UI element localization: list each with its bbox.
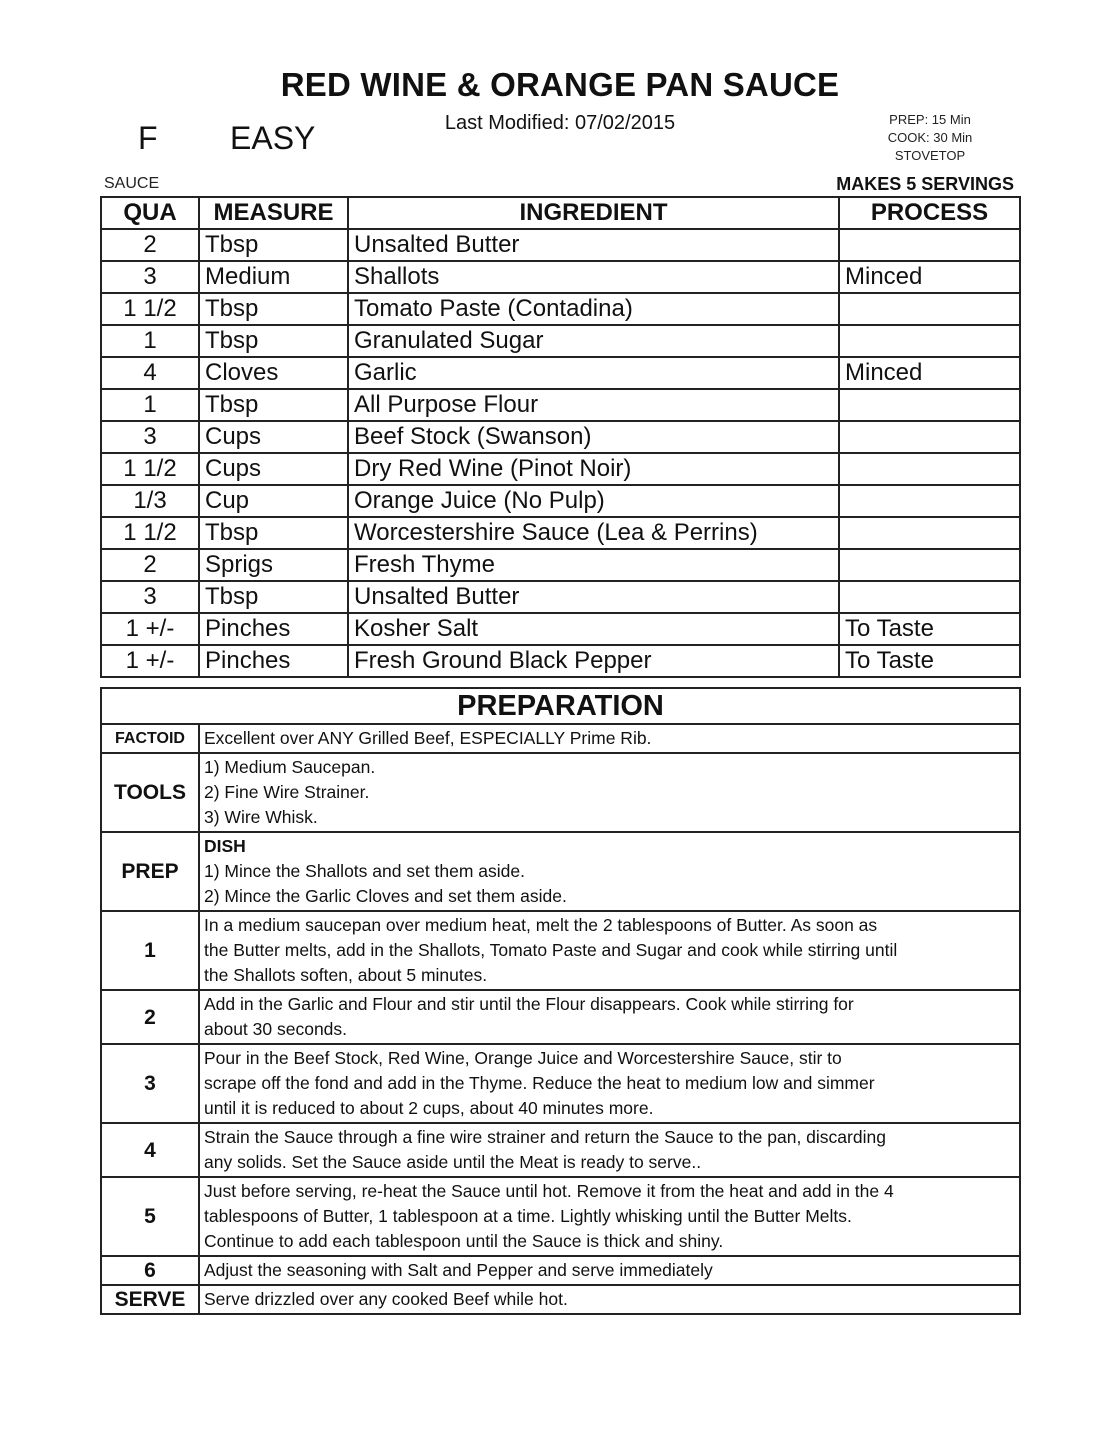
column-header-qua: QUA <box>101 197 199 229</box>
ingredient-process <box>839 581 1020 613</box>
ingredient-quantity: 3 <box>101 421 199 453</box>
ingredient-measure: Cloves <box>199 357 348 389</box>
step-row <box>101 990 1020 1044</box>
serve-row <box>101 1285 1020 1314</box>
ingredient-measure: Tbsp <box>199 325 348 357</box>
ingredient-process <box>839 229 1020 261</box>
ingredient-row <box>101 517 1020 549</box>
column-header-measure: MEASURE <box>199 197 348 229</box>
ingredient-quantity: 1 <box>101 325 199 357</box>
step-line: In a medium saucepan over medium heat, melt the 2 tablespoons of Butter. As soon as <box>204 915 878 935</box>
ingredient-row <box>101 261 1020 293</box>
step-text <box>199 1256 1020 1285</box>
ingredient-row <box>101 581 1020 613</box>
step-text <box>199 1123 1020 1177</box>
step-line: tablespoons of Butter, 1 tablespoon at a time. Lightly whisking until the Butter Melts. <box>204 1206 852 1226</box>
cook-method: STOVETOP <box>894 148 966 163</box>
ingredient-process <box>839 325 1020 357</box>
recipe-category: SAUCE <box>104 175 160 192</box>
factoid-row <box>101 724 1020 753</box>
ingredient-name: Fresh Ground Black Pepper <box>348 645 839 677</box>
ingredient-row <box>101 389 1020 421</box>
ingredient-quantity: 3 <box>101 261 199 293</box>
prep-row <box>101 832 1020 911</box>
step-text <box>199 1044 1020 1123</box>
step-row <box>101 1123 1020 1177</box>
prep-subhead: DISH <box>204 836 246 856</box>
ingredient-quantity: 1 1/2 <box>101 453 199 485</box>
ingredient-name: Unsalted Butter <box>348 581 839 613</box>
ingredient-name: Shallots <box>348 261 839 293</box>
prep-label: PREP <box>101 832 199 911</box>
ingredient-name: Unsalted Butter <box>348 229 839 261</box>
column-header-process: PROCESS <box>839 197 1020 229</box>
step-row <box>101 1256 1020 1285</box>
step-number: 1 <box>101 911 199 990</box>
step-number: 6 <box>101 1256 199 1285</box>
step-number: 2 <box>101 990 199 1044</box>
step-text <box>199 990 1020 1044</box>
ingredient-measure: Tbsp <box>199 517 348 549</box>
step-line: Adjust the seasoning with Salt and Pepper and serve immediately <box>204 1260 713 1280</box>
preparation-table <box>100 687 1021 1315</box>
difficulty-label: EASY <box>230 120 316 156</box>
ingredient-process <box>839 421 1020 453</box>
step-line: about 30 seconds. <box>204 1019 348 1039</box>
ingredient-process: To Taste <box>839 613 1020 645</box>
tool-item: 3) Wire Whisk. <box>204 807 318 827</box>
step-line: scrape off the fond and add in the Thyme. Reduce the heat to medium low and simmer <box>204 1073 875 1093</box>
ingredient-name: Orange Juice (No Pulp) <box>348 485 839 517</box>
step-text <box>199 911 1020 990</box>
ingredient-row <box>101 293 1020 325</box>
factoid-text: Excellent over ANY Grilled Beef, ESPECIALLY Prime Rib. <box>199 724 1020 753</box>
ingredient-measure: Tbsp <box>199 581 348 613</box>
ingredient-measure: Medium <box>199 261 348 293</box>
ingredient-row <box>101 229 1020 261</box>
factoid-label: FACTOID <box>101 724 199 753</box>
ingredient-process <box>839 517 1020 549</box>
ingredient-process <box>839 453 1020 485</box>
step-line: any solids. Set the Sauce aside until the Meat is ready to serve.. <box>204 1152 702 1172</box>
prep-time: PREP: 15 Min <box>889 112 971 127</box>
ingredient-quantity: 1 <box>101 389 199 421</box>
tools-row <box>101 753 1020 832</box>
step-text <box>199 1177 1020 1256</box>
ingredient-process: Minced <box>839 261 1020 293</box>
ingredient-quantity: 4 <box>101 357 199 389</box>
last-modified: Last Modified: 07/02/2015 <box>444 112 676 134</box>
ingredient-measure: Tbsp <box>199 293 348 325</box>
step-row <box>101 911 1020 990</box>
recipe-code: F <box>138 120 158 156</box>
ingredient-measure: Tbsp <box>199 229 348 261</box>
ingredient-measure: Cup <box>199 485 348 517</box>
ingredient-row <box>101 549 1020 581</box>
step-line: the Butter melts, add in the Shallots, Tomato Paste and Sugar and cook while stirring until <box>204 940 898 960</box>
ingredient-measure: Tbsp <box>199 389 348 421</box>
ingredient-process <box>839 389 1020 421</box>
recipe-title: RED WINE & ORANGE PAN SAUCE <box>280 66 840 103</box>
ingredient-name: Beef Stock (Swanson) <box>348 421 839 453</box>
ingredient-measure: Cups <box>199 421 348 453</box>
ingredient-name: Tomato Paste (Contadina) <box>348 293 839 325</box>
step-line: until it is reduced to about 2 cups, about 40 minutes more. <box>204 1098 654 1118</box>
ingredient-process: Minced <box>839 357 1020 389</box>
step-number: 5 <box>101 1177 199 1256</box>
ingredient-row <box>101 613 1020 645</box>
ingredient-quantity: 2 <box>101 229 199 261</box>
ingredients-table <box>100 196 1021 678</box>
ingredient-name: Granulated Sugar <box>348 325 839 357</box>
serve-text: Serve drizzled over any cooked Beef while hot. <box>199 1285 1020 1314</box>
servings-count: MAKES 5 SERVINGS <box>836 174 1014 194</box>
ingredient-measure: Cups <box>199 453 348 485</box>
preparation-heading-row <box>101 688 1020 724</box>
serve-label: SERVE <box>101 1285 199 1314</box>
cook-time: COOK: 30 Min <box>887 130 973 145</box>
step-row <box>101 1044 1020 1123</box>
ingredient-name: Worcestershire Sauce (Lea & Perrins) <box>348 517 839 549</box>
time-info <box>860 111 1000 165</box>
ingredient-row <box>101 453 1020 485</box>
ingredient-quantity: 3 <box>101 581 199 613</box>
ingredient-process <box>839 549 1020 581</box>
ingredient-quantity: 1/3 <box>101 485 199 517</box>
step-line: Just before serving, re-heat the Sauce until hot. Remove it from the heat and add in the 4 <box>204 1181 894 1201</box>
ingredient-row <box>101 645 1020 677</box>
ingredient-row <box>101 357 1020 389</box>
ingredient-quantity: 1 +/- <box>101 613 199 645</box>
ingredient-measure: Sprigs <box>199 549 348 581</box>
step-line: Strain the Sauce through a fine wire strainer and return the Sauce to the pan, discarding <box>204 1127 886 1147</box>
ingredient-quantity: 1 +/- <box>101 645 199 677</box>
prep-list <box>199 832 1020 911</box>
ingredient-quantity: 1 1/2 <box>101 517 199 549</box>
ingredient-name: Kosher Salt <box>348 613 839 645</box>
tools-label: TOOLS <box>101 753 199 832</box>
ingredient-name: All Purpose Flour <box>348 389 839 421</box>
ingredient-process <box>839 293 1020 325</box>
ingredient-name: Dry Red Wine (Pinot Noir) <box>348 453 839 485</box>
ingredient-process <box>839 485 1020 517</box>
ingredients-header-row <box>101 197 1020 229</box>
step-row <box>101 1177 1020 1256</box>
ingredient-row <box>101 421 1020 453</box>
ingredient-measure: Pinches <box>199 645 348 677</box>
ingredient-name: Fresh Thyme <box>348 549 839 581</box>
prep-item: 1) Mince the Shallots and set them aside. <box>204 861 526 881</box>
prep-item: 2) Mince the Garlic Cloves and set them aside. <box>204 886 567 906</box>
step-line: Continue to add each tablespoon until the Sauce is thick and shiny. <box>204 1231 724 1251</box>
step-number: 3 <box>101 1044 199 1123</box>
step-line: Pour in the Beef Stock, Red Wine, Orange Juice and Worcestershire Sauce, stir to <box>204 1048 842 1068</box>
preparation-heading: PREPARATION <box>101 688 1020 724</box>
ingredient-measure: Pinches <box>199 613 348 645</box>
ingredient-row <box>101 485 1020 517</box>
ingredient-process: To Taste <box>839 645 1020 677</box>
column-header-ingredient: INGREDIENT <box>348 197 839 229</box>
step-number: 4 <box>101 1123 199 1177</box>
tool-item: 1) Medium Saucepan. <box>204 757 376 777</box>
ingredient-quantity: 2 <box>101 549 199 581</box>
tools-list <box>199 753 1020 832</box>
ingredient-row <box>101 325 1020 357</box>
step-line: Add in the Garlic and Flour and stir until the Flour disappears. Cook while stirring for <box>204 994 854 1014</box>
step-line: the Shallots soften, about 5 minutes. <box>204 965 488 985</box>
tool-item: 2) Fine Wire Strainer. <box>204 782 370 802</box>
ingredient-name: Garlic <box>348 357 839 389</box>
ingredient-quantity: 1 1/2 <box>101 293 199 325</box>
